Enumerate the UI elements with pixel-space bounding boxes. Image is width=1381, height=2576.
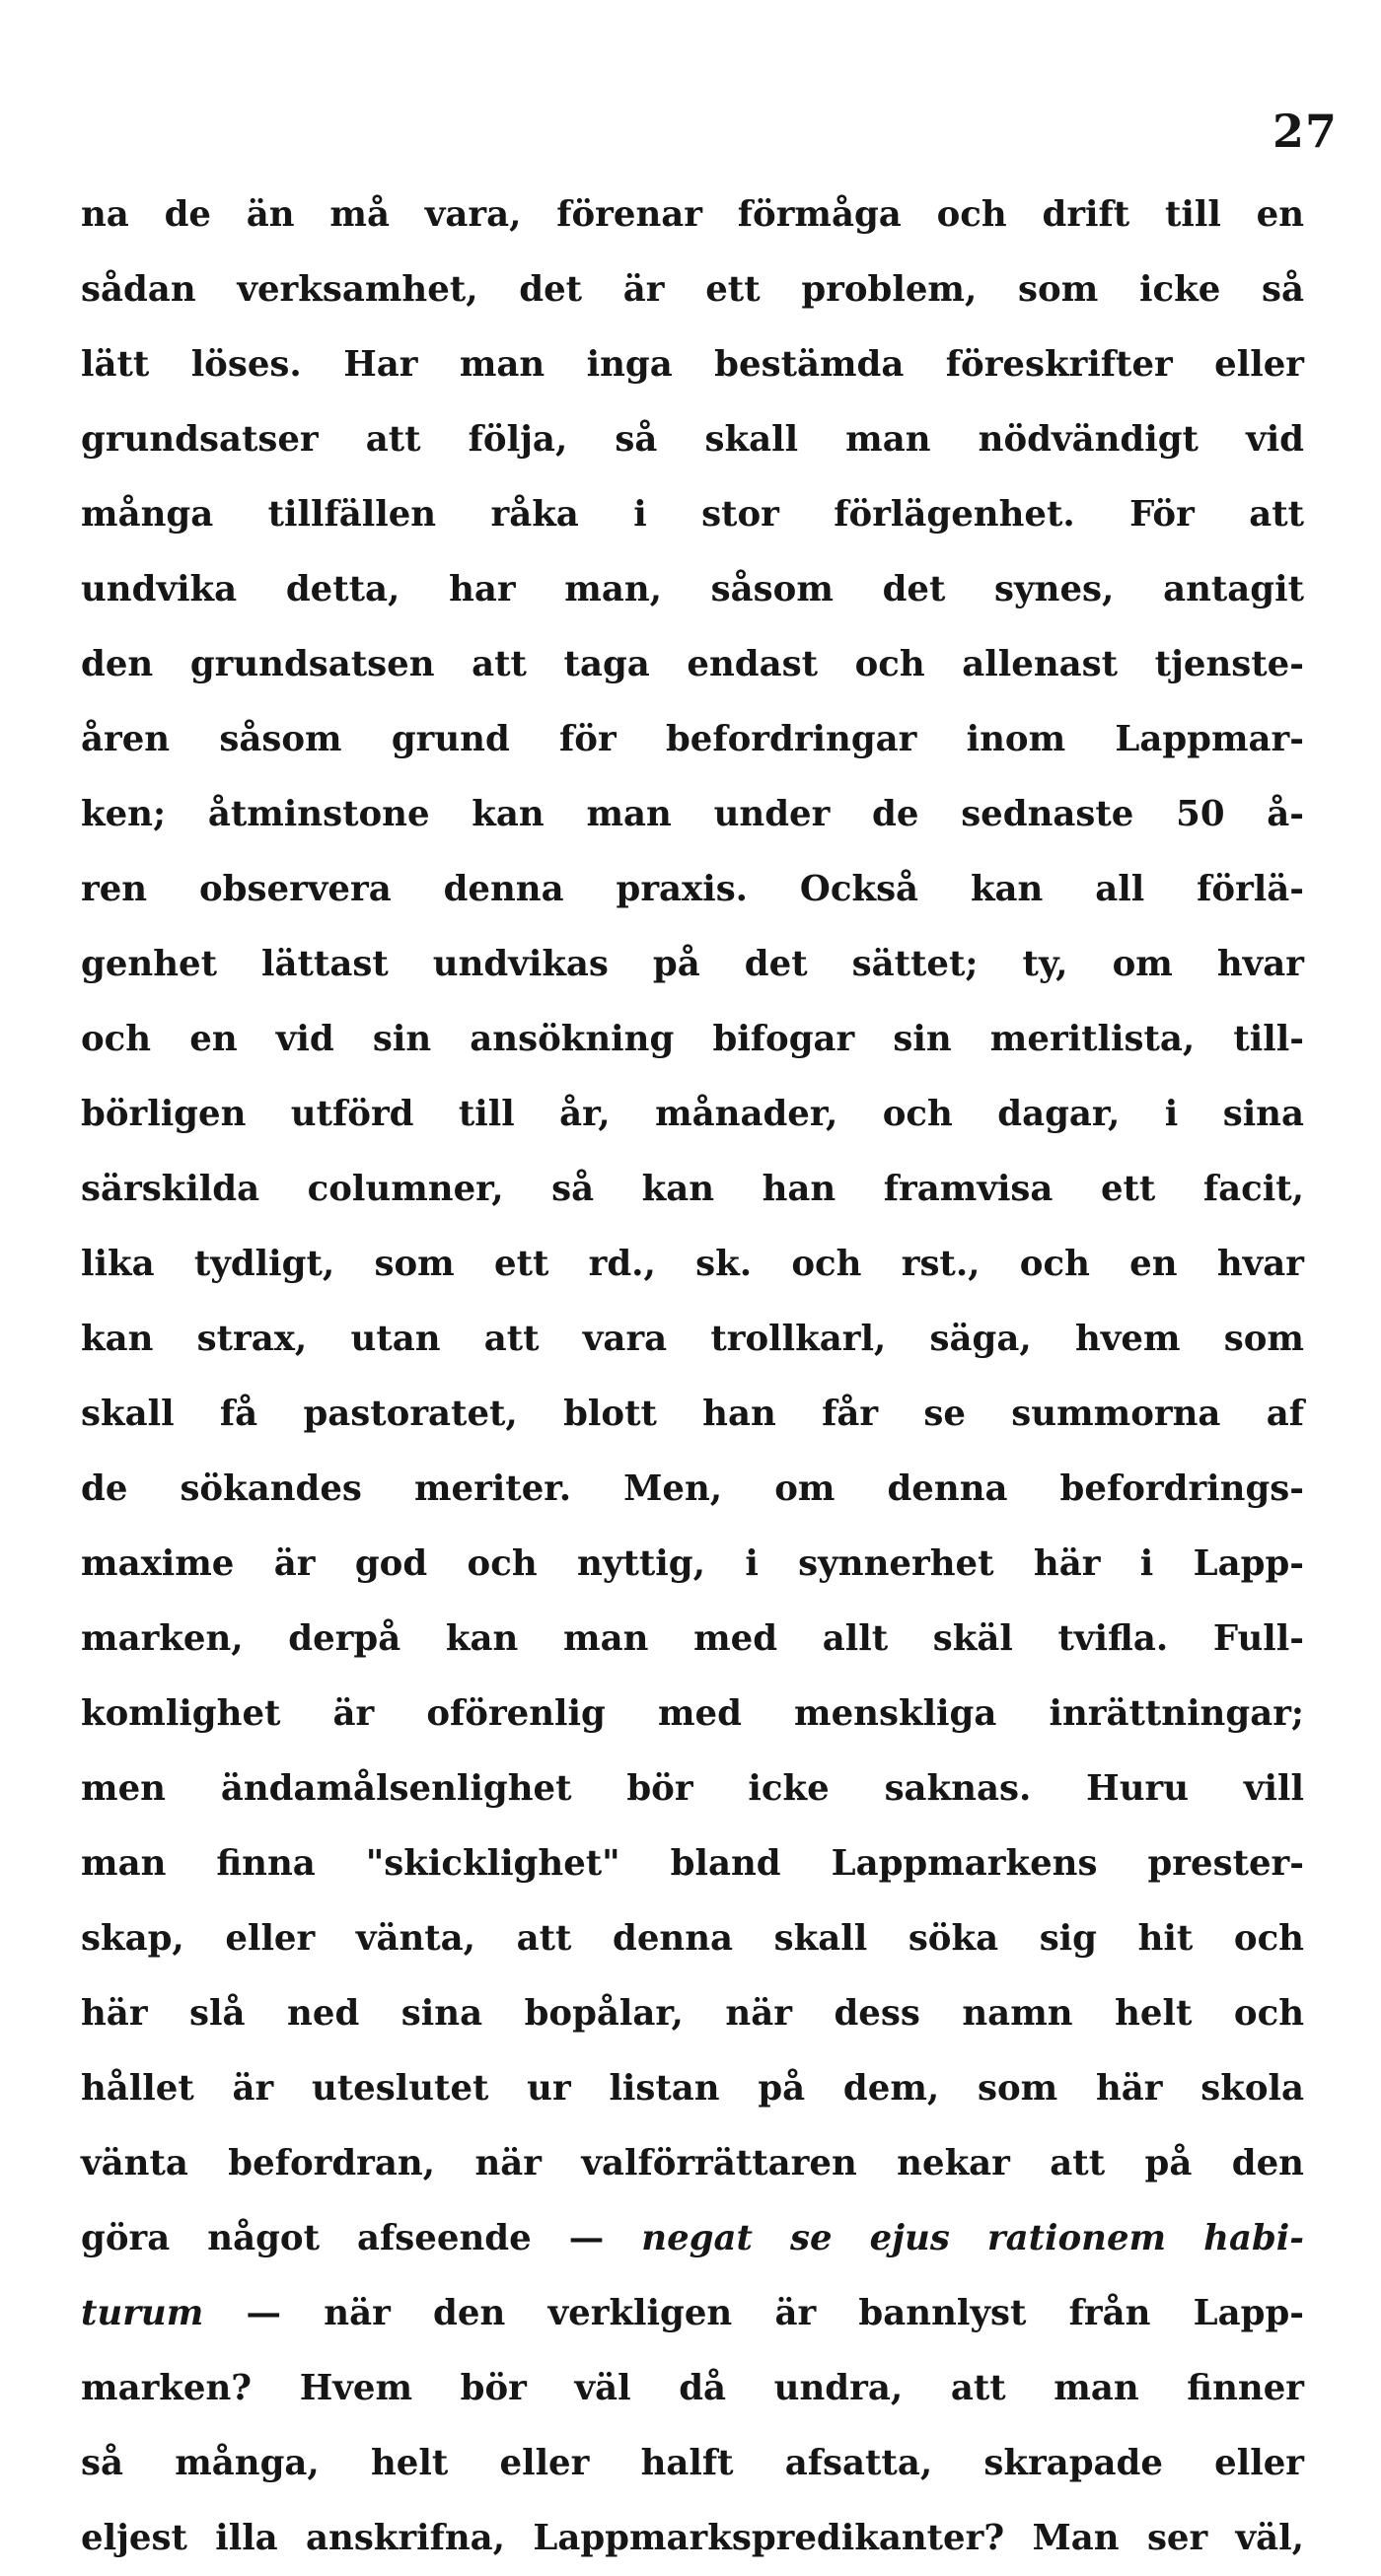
text-line: börligen utförd till år, månader, och dagar, i sina [81, 1094, 1304, 1134]
text-segment: eljest illa anskrifna, Lappmarkspredikanter? [81, 2518, 1005, 2558]
text-line: genhet lättast undvikas på det sättet; ty, om hvar [81, 944, 1304, 984]
text-line: så många, helt eller halft afsatta, skrapade eller [81, 2443, 1304, 2483]
text-line: här slå ned sina bopålar, när dess namn helt och [81, 1993, 1304, 2034]
text-line: marken? Hvem bör väl då undra, att man finner [81, 2368, 1304, 2408]
text-segment: Man ser väl, [1032, 2518, 1305, 2558]
body-text [81, 178, 1304, 2576]
text-segment: — när den verkligen är bannlyst från Lapp- [246, 2293, 1304, 2333]
text-line: ken; åtminstone kan man under de sednaste 50 å- [81, 794, 1304, 834]
text-line: och en vid sin ansökning bifogar sin meritlista, till- [81, 1019, 1304, 1059]
text-line: man finna "skicklighet" bland Lappmarkens prester- [81, 1843, 1304, 1884]
latin-phrase: turum [81, 2293, 204, 2333]
text-line: lika tydligt, som ett rd., sk. och rst., och en hvar [81, 1244, 1304, 1284]
text-line: grundsatser att följa, så skall man nödvändigt vid [81, 419, 1304, 460]
text-line: komlighet är oförenlig med menskliga inrättningar; [81, 1693, 1304, 1734]
text-line: lätt löses. Har man inga bestämda föreskrifter eller [81, 344, 1304, 385]
text-line: skap, eller vänta, att denna skall söka sig hit och [81, 1918, 1304, 1959]
text-segment: göra något afseende — [81, 2218, 605, 2258]
text-line: de sökandes meriter. Men, om denna befordrings- [81, 1468, 1304, 1509]
text-line: sådan verksamhet, det är ett problem, som icke så [81, 269, 1304, 310]
text-line: skall få pastoratet, blott han får se summorna af [81, 1394, 1304, 1434]
text-line: hållet är uteslutet ur listan på dem, som här skola [81, 2068, 1304, 2109]
text-line: den grundsatsen att taga endast och allenast tjenste- [81, 644, 1304, 684]
text-line: undvika detta, har man, såsom det synes, antagit [81, 569, 1304, 609]
text-line: vänta befordran, när valförrättaren nekar att på den [81, 2143, 1304, 2183]
text-line: åren såsom grund för befordringar inom Lappmar- [81, 719, 1304, 759]
page-number: 27 [1272, 105, 1339, 158]
text-line: kan strax, utan att vara trollkarl, säga, hvem som [81, 1319, 1304, 1359]
latin-phrase: negat se ejus rationem habi- [641, 2218, 1305, 2258]
text-line: särskilda columner, så kan han framvisa ett facit, [81, 1169, 1304, 1209]
text-line-with-italic [81, 2201, 1304, 2276]
text-line: maxime är god och nyttig, i synnerhet här i Lapp- [81, 1543, 1304, 1584]
text-line-with-italic [81, 2276, 1304, 2351]
text-line: många tillfällen råka i stor förlägenhet. För att [81, 494, 1304, 535]
text-line: na de än må vara, förenar förmåga och drift till en [81, 194, 1304, 235]
text-line: men ändamålsenlighet bör icke saknas. Huru vill [81, 1768, 1304, 1809]
text-line [81, 2501, 1304, 2576]
text-line: ren observera denna praxis. Också kan all förlä- [81, 869, 1304, 909]
text-line: marken, derpå kan man med allt skäl tvifla. Full- [81, 1618, 1304, 1659]
